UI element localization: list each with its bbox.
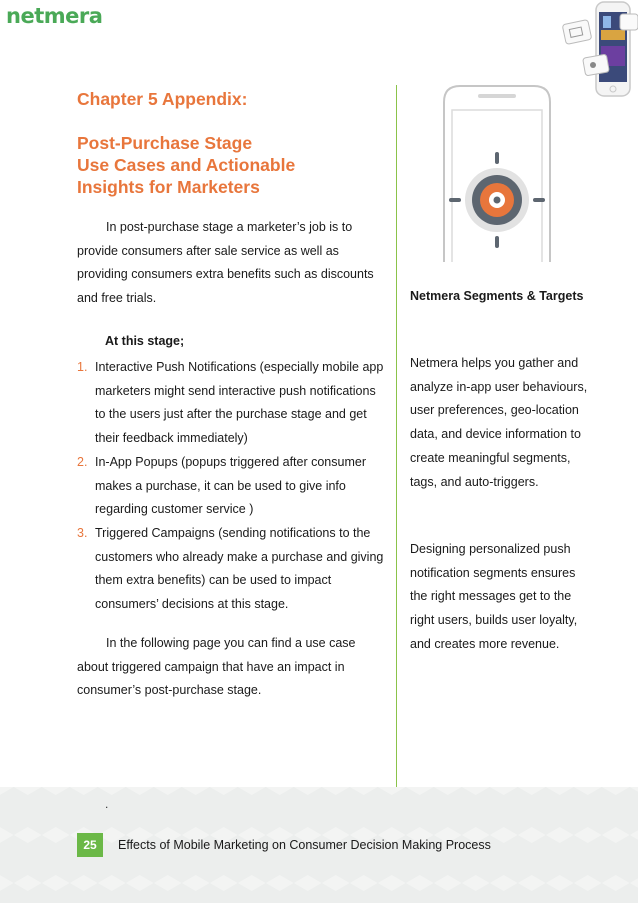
footer-dot: .	[105, 797, 109, 811]
section-title-line2: Use Cases and Actionable	[77, 155, 296, 175]
footer-title: Effects of Mobile Marketing on Consumer Decision Making Process	[118, 838, 491, 852]
section-title-line1: Post-Purchase Stage	[77, 133, 253, 153]
list-number: 1.	[77, 360, 88, 374]
closing-paragraph	[77, 632, 387, 703]
stage-label-text: At this stage;	[105, 334, 185, 348]
netmera-logo: netmera	[6, 4, 103, 28]
sidebar-paragraph-2: Designing personalized push notification segments ensures the right messages get to the right users, builds user loyalty, and creates more revenue.	[410, 542, 578, 651]
stage-label	[77, 330, 387, 354]
list-number: 3.	[77, 525, 88, 540]
sidebar-title: Netmera Segments & Targets	[410, 289, 584, 303]
list-item-text: Triggered Campaigns (sending notifications to the customers who already make a purchase and giving them extra benefits) can be used to impact consumers’ decisions at this stage.	[95, 525, 384, 612]
sidebar-paragraph-1: Netmera helps you gather and analyze in-app user behaviours, user preferences, geo-location data, and device information to create meaningful segments, tags, and auto-triggers.	[410, 356, 588, 489]
use-case-list	[77, 356, 387, 617]
chapter-title: Chapter 5 Appendix:	[77, 89, 248, 109]
intro-text: In post-purchase stage a marketer’s job is to provide consumers after sale service as well as providing consumers extra benefits such as discounts and free trials.	[77, 220, 374, 306]
list-item	[77, 356, 387, 451]
list-item-text: Interactive Push Notifications (especially mobile app marketers might send interactive push notifications to the users just after the purchase stage and get their feedback immediately)	[95, 360, 384, 446]
closing-text: In the following page you can find a use case about triggered campaign that have an impact in consumer’s post-purchase stage.	[77, 636, 356, 698]
column-divider	[396, 85, 397, 787]
list-item	[77, 522, 387, 617]
section-title-line3: Insights for Marketers	[77, 177, 260, 197]
list-item	[77, 451, 387, 522]
page-number-badge: 25	[77, 833, 103, 857]
phone-illustration-icon	[560, 0, 638, 100]
list-number: 2.	[77, 454, 88, 469]
list-item-text: In-App Popups (popups triggered after consumer makes a purchase, it can be used to give info regarding customer service )	[95, 454, 366, 517]
intro-paragraph	[77, 216, 387, 311]
phone-target-icon	[440, 82, 554, 262]
